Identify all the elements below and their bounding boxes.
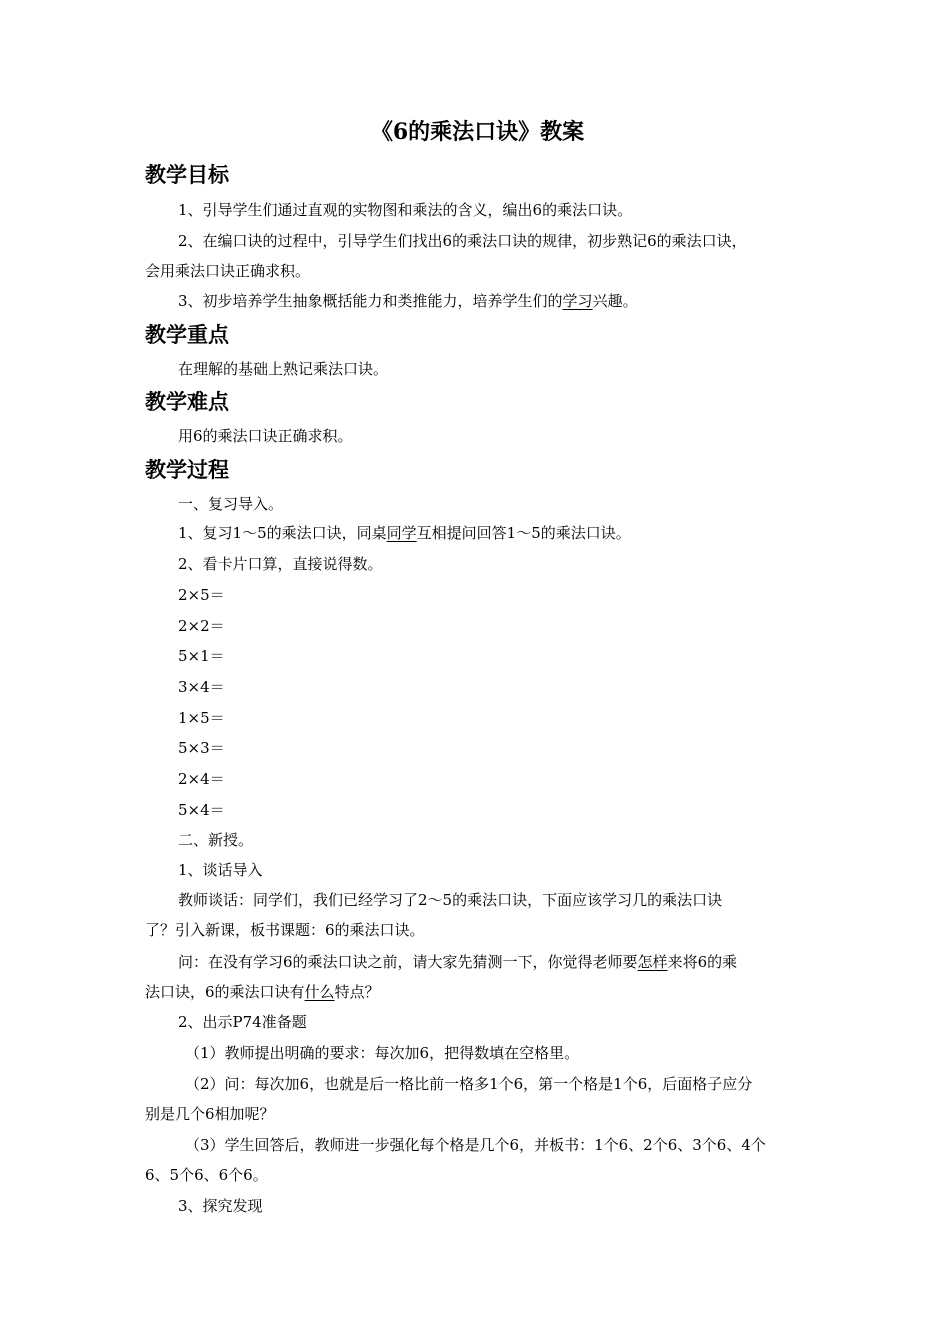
question-line-2-text: 法口诀，6的乘法口诀有 xyxy=(145,983,305,1001)
exercise-item: 2×4＝ xyxy=(178,770,225,788)
exercise-item: 2×5＝ xyxy=(178,586,225,604)
step-2-line-2: 别是几个6相加呢？ xyxy=(145,1105,275,1123)
exercise-item: 5×1＝ xyxy=(178,647,225,665)
process-item-2: 2、看卡片口算，直接说得数。 xyxy=(178,555,383,573)
goal-item-2-line-2: 会用乘法口诀正确求积。 xyxy=(145,262,311,280)
heading-teaching-process: 教学过程 xyxy=(145,457,229,482)
heading-key-points: 教学重点 xyxy=(145,322,229,347)
classmate-link[interactable]: 同学 xyxy=(386,524,417,542)
goal-item-1: 1、引导学生们通过直观的实物图和乘法的含义，编出6的乘法口诀。 xyxy=(178,201,633,219)
goal-item-3 xyxy=(178,290,638,312)
question-line-1-tail: 来将6的乘 xyxy=(667,953,738,971)
step-2-line-1: （2）问：每次加6，也就是后一格比前一格多1个6，第一个格是1个6，后面格子应分 xyxy=(185,1075,753,1093)
goal-item-2-line-1: 2、在编口诀的过程中，引导学生们找出6的乘法口诀的规律，初步熟记6的乘法口诀， xyxy=(178,232,747,250)
step-3-line-2: 6、5个6、6个6。 xyxy=(145,1166,268,1184)
step-3-line-1: （3）学生回答后，教师进一步强化每个格是几个6，并板书：1个6、2个6、3个6、4个 xyxy=(185,1136,766,1154)
process-item-1-tail: 互相提问回答1～5的乘法口诀。 xyxy=(416,524,631,542)
process-item-1 xyxy=(178,522,631,544)
process-part-2: 二、新授。 xyxy=(178,831,254,849)
goal-item-3-tail: 兴趣。 xyxy=(592,292,638,310)
talk-intro-line-1: 教师谈话：同学们，我们已经学习了2～5的乘法口诀，下面应该学习几的乘法口诀 xyxy=(178,891,723,909)
process-item-1-text: 1、复习1～5的乘法口诀，同桌 xyxy=(178,524,387,542)
question-line-1-text: 问：在没有学习6的乘法口诀之前，请大家先猜测一下，你觉得老师要 xyxy=(178,953,638,971)
key-point-text: 在理解的基础上熟记乘法口诀。 xyxy=(178,360,389,378)
question-line-2 xyxy=(145,981,380,1003)
exercise-item: 3×4＝ xyxy=(178,678,225,696)
study-link[interactable]: 学习 xyxy=(562,292,593,310)
goal-item-3-text: 3、初步培养学生抽象概括能力和类推能力，培养学生们的 xyxy=(178,292,563,310)
question-line-1 xyxy=(178,951,737,973)
what-link[interactable]: 什么 xyxy=(304,983,335,1001)
heading-difficulties: 教学难点 xyxy=(145,389,229,414)
heading-teaching-goals: 教学目标 xyxy=(145,162,229,187)
talk-intro-title: 1、谈话导入 xyxy=(178,861,263,879)
talk-intro-line-2: 了？引入新课，板书课题：6的乘法口诀。 xyxy=(145,921,425,939)
exercise-item: 5×4＝ xyxy=(178,801,225,819)
document-page xyxy=(145,0,810,1344)
difficulty-text: 用6的乘法口诀正确求积。 xyxy=(178,427,353,445)
how-link[interactable]: 怎样 xyxy=(637,953,668,971)
exercise-item: 5×3＝ xyxy=(178,739,225,757)
step-1: （1）教师提出明确的要求：每次加6，把得数填在空格里。 xyxy=(185,1044,580,1062)
show-prep-title: 2、出示P74准备题 xyxy=(178,1013,307,1031)
question-line-2-tail: 特点？ xyxy=(334,983,380,1001)
exercise-item: 2×2＝ xyxy=(178,617,225,635)
exercise-item: 1×5＝ xyxy=(178,709,225,727)
document-title: 《6的乘法口诀》教案 xyxy=(370,119,585,145)
process-part-1: 一、复习导入。 xyxy=(178,495,284,513)
explore-title: 3、探究发现 xyxy=(178,1197,263,1215)
